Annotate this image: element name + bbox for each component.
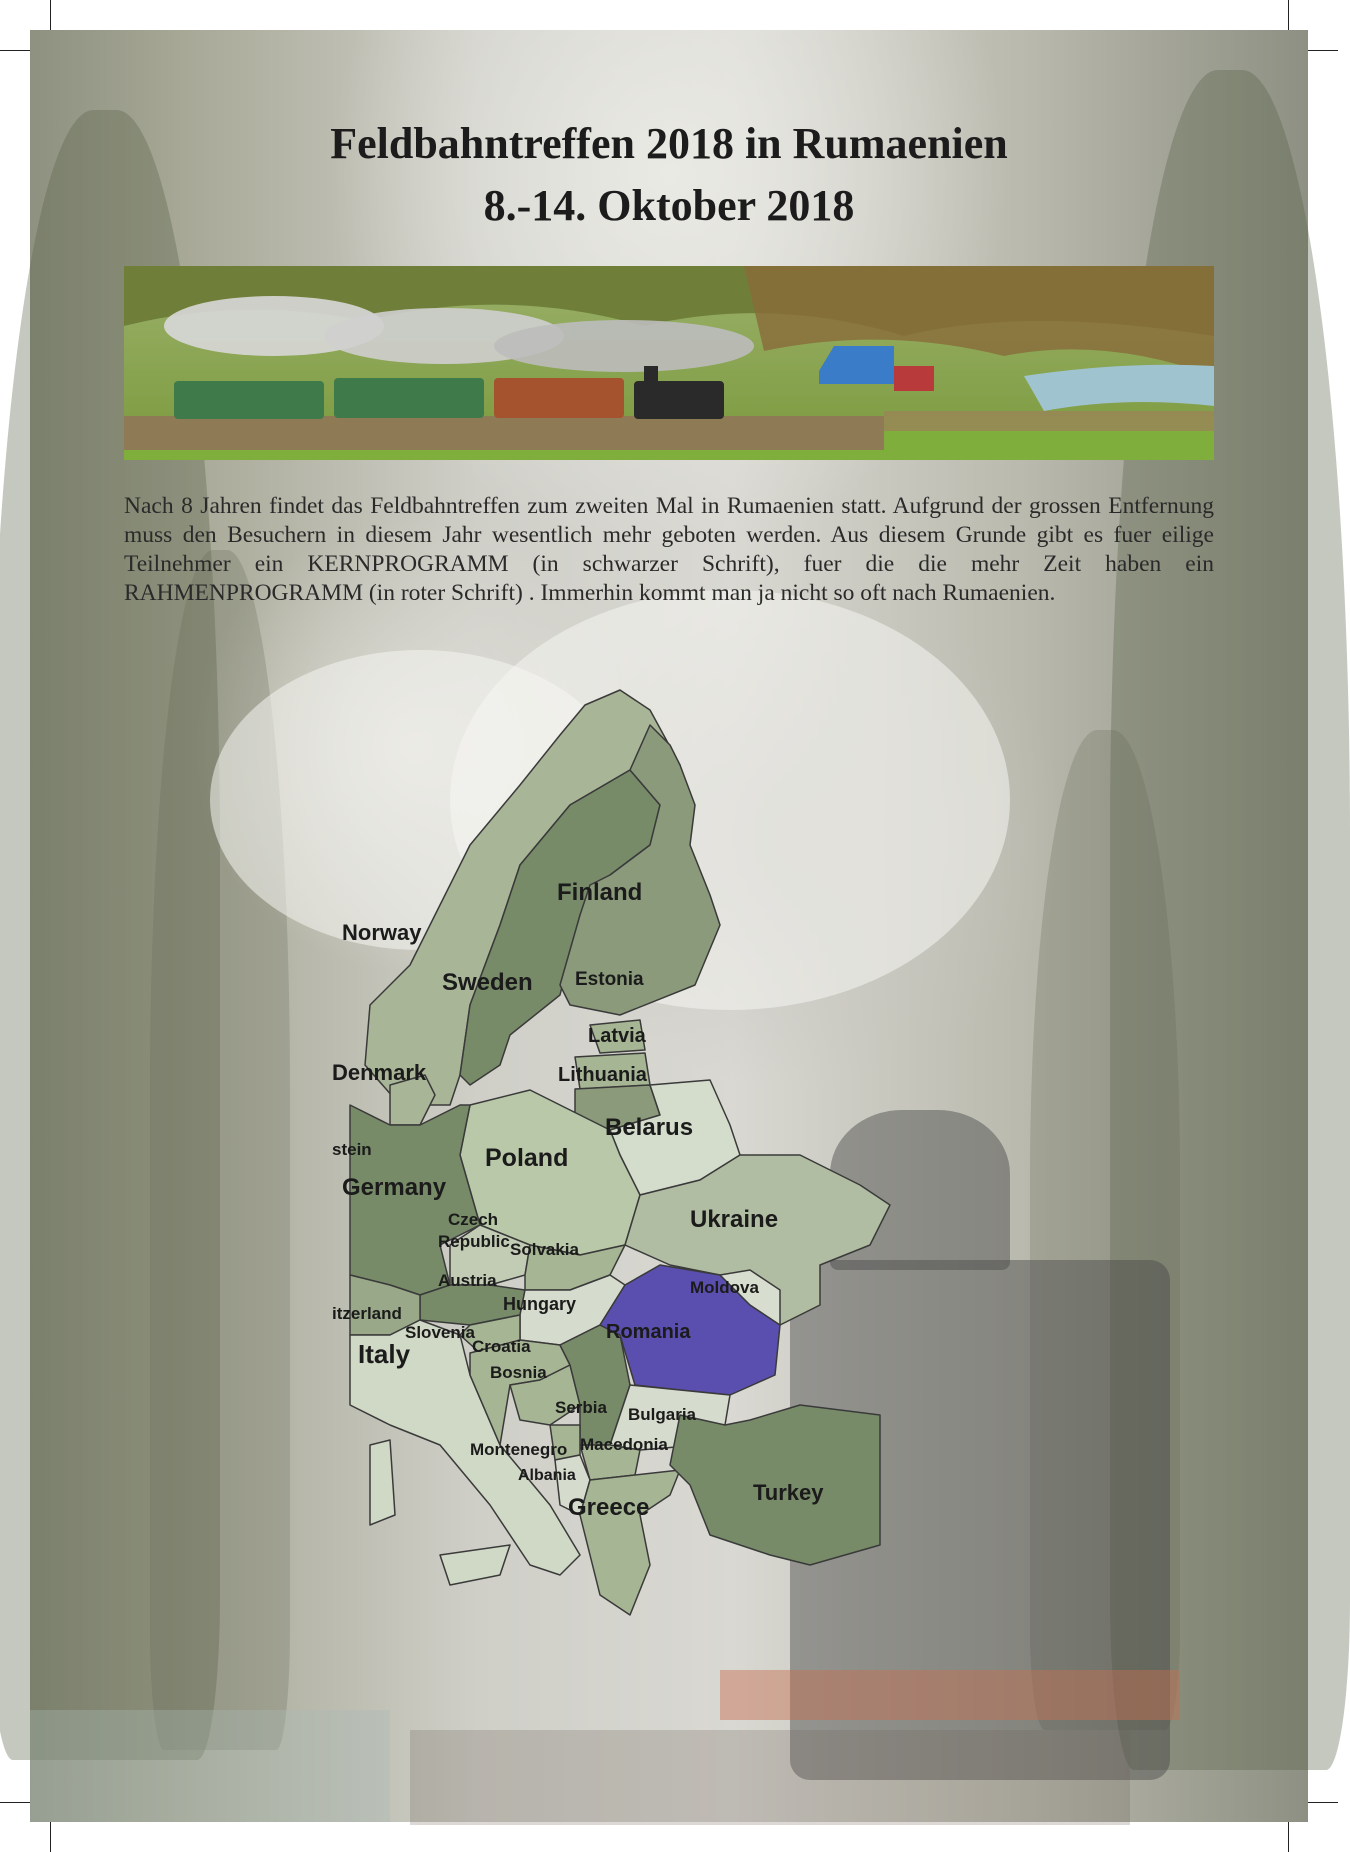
label-finland: Finland [557, 879, 643, 906]
label-latvia: Latvia [588, 1025, 646, 1047]
country-sardinia [370, 1440, 395, 1525]
europe-map [332, 685, 1050, 1735]
label-bulgaria: Bulgaria [628, 1405, 697, 1424]
label-greece: Greece [568, 1494, 650, 1521]
label-sweden: Sweden [442, 969, 533, 996]
label-germany: Germany [342, 1174, 447, 1201]
label-croatia: Croatia [472, 1337, 531, 1356]
crop-mark [0, 1802, 30, 1803]
label-estonia: Estonia [575, 969, 644, 990]
river-shape [30, 1710, 390, 1822]
country-greece [580, 1470, 680, 1615]
label-norway: Norway [342, 920, 422, 945]
title-line-2: 8.-14. Oktober 2018 [483, 181, 855, 230]
country-sicily [440, 1545, 510, 1585]
label-belarus: Belarus [605, 1114, 694, 1141]
label-serbia: Serbia [555, 1398, 607, 1417]
train-photo [124, 266, 1214, 460]
label-hungary: Hungary [503, 1294, 577, 1314]
label-ukraine: Ukraine [690, 1206, 779, 1233]
label-austria: Austria [438, 1271, 497, 1290]
title-line-1: Feldbahntreffen 2018 in Rumaenien [330, 119, 1008, 168]
crop-mark [1288, 1822, 1289, 1852]
intro-paragraph: Nach 8 Jahren findet das Feldbahntreffen zum zweiten Mal in Rumaenien statt. Aufgrund der grossen Entfernung muss den Besuchern in diesem Jahr wesentlich mehr geboten werden. Aus diesem Grunde gibt es fuer eilige Teilnehmer ein KERNPROGRAMM (in schwarzer Schrift), fuer die die mehr Zeit haben ein RAHMENPROGRAMM (in roter Schrift) . Immerhin kommt man ja nicht so oft nach Rumaenien. [124, 493, 1214, 606]
label-poland: Poland [485, 1144, 569, 1172]
label-czech-2: Republic [438, 1232, 510, 1251]
crop-mark [0, 50, 30, 51]
crop-mark [1288, 0, 1289, 30]
crop-mark [1308, 1802, 1338, 1803]
crop-mark [50, 1822, 51, 1852]
track-shape [410, 1730, 1130, 1825]
flyer-page [30, 30, 1308, 1822]
label-liechtenstein: stein [332, 1140, 372, 1159]
crop-mark [50, 0, 51, 30]
label-macedonia: Macedonia [580, 1435, 668, 1454]
label-lithuania: Lithuania [558, 1064, 647, 1086]
label-slovakia: Solvakia [510, 1240, 579, 1259]
label-switzerland: itzerland [332, 1304, 402, 1323]
label-turkey: Turkey [753, 1480, 824, 1505]
label-slovenia: Slovenia [405, 1323, 475, 1342]
label-czech-1: Czech [448, 1210, 499, 1229]
label-italy: Italy [358, 1339, 411, 1369]
crop-mark [1308, 50, 1338, 51]
label-albania: Albania [518, 1467, 576, 1484]
label-romania: Romania [606, 1321, 691, 1343]
train-photo-drawing [124, 266, 1214, 460]
label-montenegro: Montenegro [470, 1440, 568, 1459]
label-denmark: Denmark [332, 1060, 427, 1085]
label-moldova: Moldova [690, 1278, 759, 1297]
label-bosnia: Bosnia [490, 1363, 547, 1382]
